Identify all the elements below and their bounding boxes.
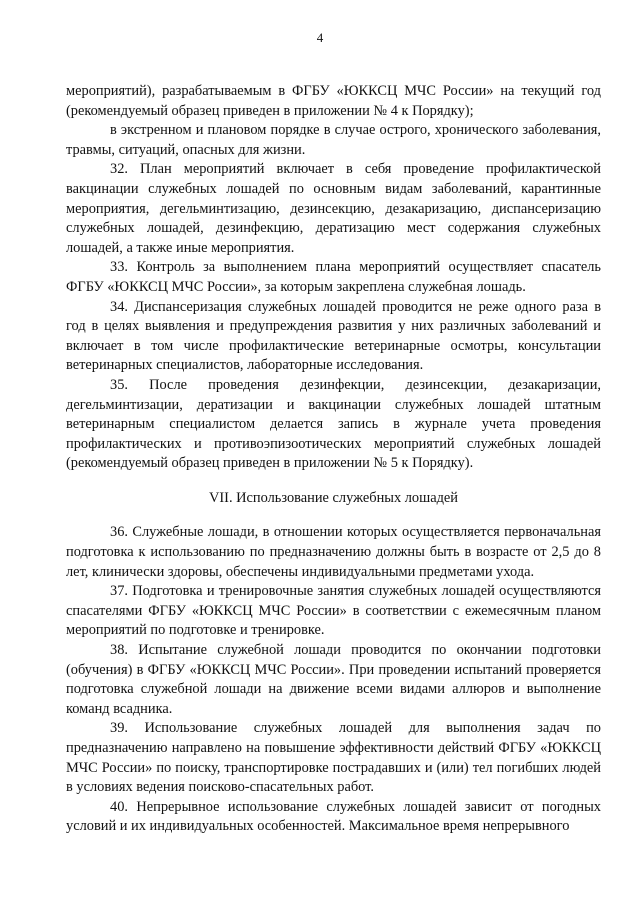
paragraph-37: 37. Подготовка и тренировочные занятия служебных лошадей осуществляются спасателями ФГБУ «ЮККСЦ МЧС России» в соответствии с ежемесячным планом мероприятий по подготовке и тренировке. <box>66 583 601 639</box>
paragraph-33: 33. Контроль за выполнением плана мероприятий осуществляет спасатель ФГБУ «ЮККСЦ МЧС России», за которым закреплена служебная лошадь. <box>66 259 601 295</box>
paragraph-35: 35. После проведения дезинфекции, дезинсекции, дезакаризации, дегельминтизации, дератизации и вакцинации служебных лошадей штатным ветеринарным специалистом делается запись в журнале учета проведения профилактических и противоэпизоотических мероприятий служебных лошадей (рекомендуемый образец приведен в приложении № 5 к Порядку). <box>66 376 601 472</box>
document-body <box>66 82 601 837</box>
paragraph-40: 40. Непрерывное использование служебных лошадей зависит от погодных условий и их индивидуальных особенностей. Максимальное время непрерывного <box>66 798 601 835</box>
paragraph-32: 32. План мероприятий включает в себя проведение профилактической вакцинации служебных лошадей по основным видам заболеваний, карантинные мероприятия, дегельминтизацию, дезинсекцию, дезакаризацию, диспансеризацию служебных лошадей, дезинфекцию, дератизацию мест содержания служебных лошадей, а также иные мероприятия. <box>66 161 601 256</box>
paragraph-38: 38. Испытание служебной лошади проводится по окончании подготовки (обучения) в ФГБУ «ЮККСЦ МЧС России». При проведении испытаний проверяется подготовка служебной лошади на движение всеми видами аллюров и выполнение команд всадника. <box>66 642 601 717</box>
paragraph-continuation: мероприятий), разрабатываемым в ФГБУ «ЮККСЦ МЧС России» на текущий год (рекомендуемый образец приведен в приложении № 4 к Порядку); <box>66 83 601 119</box>
paragraph-34: 34. Диспансеризация служебных лошадей проводится не реже одного раза в год в целях выявления и предупреждения развития у них различных заболеваний и включает в том числе профилактические ветеринарные осмотры, консультации ветеринарных специалистов, лабораторные исследования. <box>66 298 601 374</box>
section-heading: VII. Использование служебных лошадей <box>208 489 459 506</box>
paragraph-39: 39. Использование служебных лошадей для выполнения задач по предназначению направлено на повышение эффективности действий ФГБУ «ЮККСЦ МЧС России» по поиску, транспортировке пострадавших и (или) тел погибших людей в условиях ведения поисково-спасательных работ. <box>66 720 601 796</box>
paragraph-emergency-care: в экстренном и плановом порядке в случае острого, хронического заболевания, травмы, ситуаций, опасных для жизни. <box>66 122 601 158</box>
paragraph-36: 36. Служебные лошади, в отношении которых осуществляется первоначальная подготовка к использованию по предназначению должны быть в возрасте от 2,5 до 8 лет, клинически здоровы, обеспечены индивидуальными предметами ухода. <box>66 524 601 580</box>
page-number: 4 <box>316 30 324 45</box>
